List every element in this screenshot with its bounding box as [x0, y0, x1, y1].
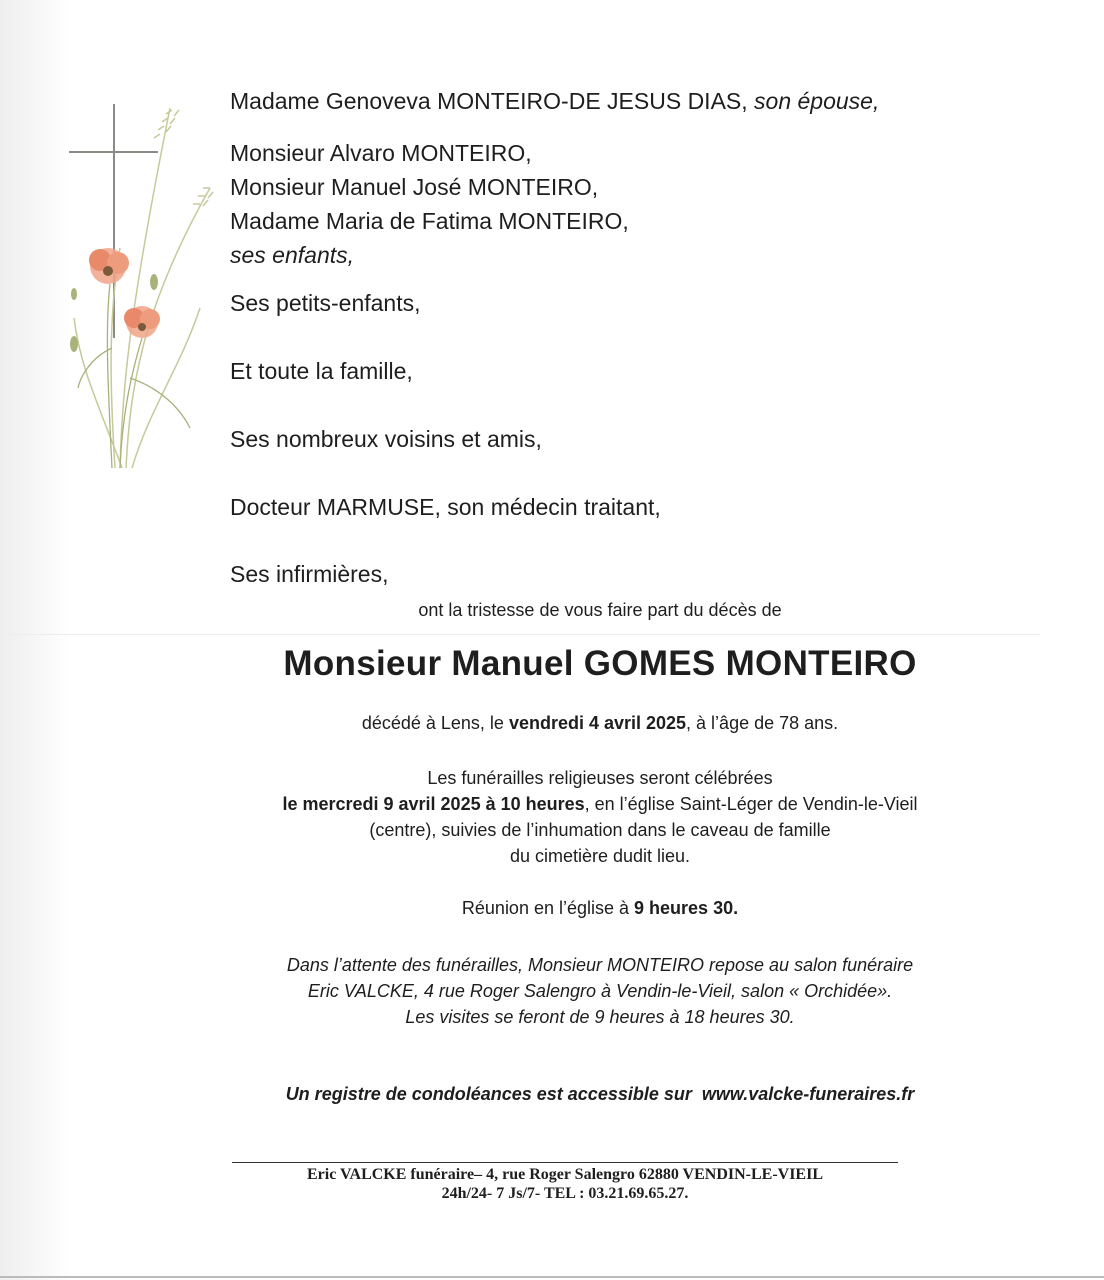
enfants-role: ses enfants, — [230, 242, 355, 268]
family-epouse-line — [230, 84, 879, 118]
salon-line2: Eric VALCKE, 4 rue Roger Salengro à Vendin-le-Vieil, salon « Orchidée». — [307, 981, 893, 1001]
petits-enfants-line: Ses petits-enfants, — [230, 290, 421, 316]
fold-line — [0, 634, 1040, 635]
funeral-home-footer — [232, 1165, 898, 1203]
registre-line: Un registre de condoléances est accessible sur www.valcke-funeraires.fr — [285, 1084, 915, 1104]
funerailles-line4: du cimetière dudit lieu. — [509, 846, 691, 866]
footer-address: Eric VALCKE funéraire– 4, rue Roger Salengro 62880 VENDIN-LE-VIEIL — [306, 1166, 823, 1183]
enfant-2: Monsieur Manuel José MONTEIRO, — [230, 174, 599, 200]
reunion-pre: Réunion en l’église à — [461, 898, 635, 918]
announcement-intro: ont la tristesse de vous faire part du décès de — [418, 600, 782, 620]
reunion-time: 9 heures 30. — [634, 898, 739, 918]
deceased-name: Monsieur Manuel GOMES MONTEIRO — [283, 644, 917, 683]
deces-line — [230, 713, 970, 734]
deces-pre: décédé à Lens, le — [361, 713, 509, 733]
enfant-1: Monsieur Alvaro MONTEIRO, — [230, 140, 532, 166]
reunion-line — [230, 898, 970, 919]
footer-rule — [232, 1162, 898, 1163]
funerailles-place: , en l’église Saint-Léger de Vendin-le-Vieil — [584, 794, 918, 814]
funerailles-block — [230, 765, 970, 869]
funerailles-date: le mercredi 9 avril 2025 à 10 heures — [282, 794, 585, 814]
docteur-line: Docteur MARMUSE, son médecin traitant, — [230, 494, 661, 520]
epouse-name: Madame Genoveva MONTEIRO-DE JESUS DIAS, — [230, 88, 748, 114]
salon-block — [230, 952, 970, 1030]
footer-phone: 24h/24- 7 Js/7- TEL : 03.21.69.65.27. — [441, 1185, 689, 1202]
enfant-3: Madame Maria de Fatima MONTEIRO, — [230, 208, 629, 234]
funerailles-line3: (centre), suivies de l’inhumation dans le caveau de famille — [369, 820, 831, 840]
famille-line: Et toute la famille, — [230, 358, 413, 384]
cross-poppy-illustration — [60, 88, 220, 478]
wheat-stems — [74, 108, 213, 468]
deces-date: vendredi 4 avril 2025 — [508, 713, 687, 733]
epouse-role: son épouse, — [754, 88, 880, 114]
family-enfants-block — [230, 136, 629, 272]
salon-line3: Les visites se feront de 9 heures à 18 heures 30. — [405, 1007, 795, 1027]
deces-post: , à l’âge de 78 ans. — [686, 713, 839, 733]
funerailles-line2 — [230, 791, 970, 817]
funerailles-line1: Les funérailles religieuses seront célébrées — [427, 768, 773, 788]
voisins-line: Ses nombreux voisins et amis, — [230, 426, 542, 452]
page-bottom-edge — [0, 1276, 1104, 1278]
salon-line1: Dans l’attente des funérailles, Monsieur MONTEIRO repose au salon funéraire — [286, 955, 914, 975]
infirmieres-line: Ses infirmières, — [230, 561, 389, 587]
